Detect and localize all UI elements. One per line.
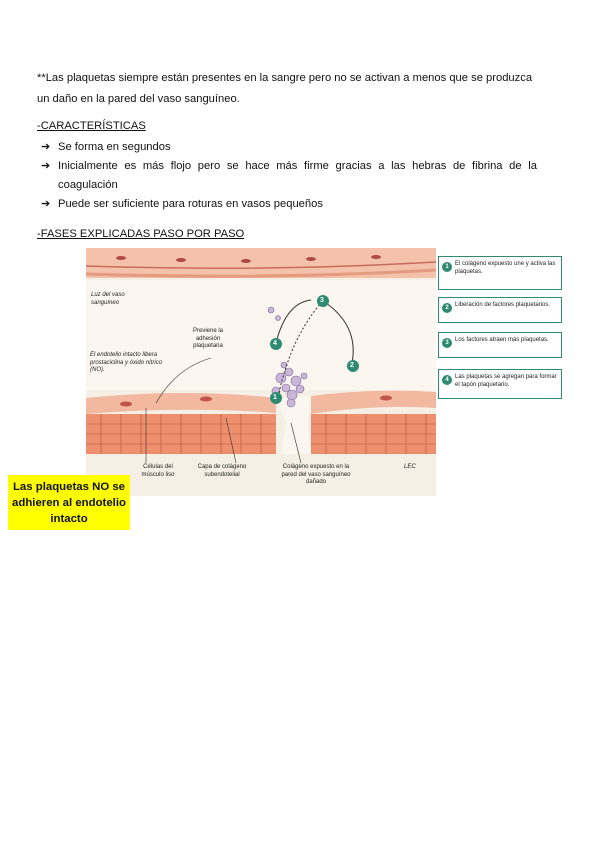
arrow-icon: ➔ (41, 141, 51, 153)
step-text: El colágeno expuesto une y activa las plaquetas. (455, 261, 556, 275)
step-box-1 (438, 256, 562, 290)
step-text: Las plaquetas se agregan para formar el tapón plaquetario. (455, 374, 557, 388)
exposed-collagen-label: Colágeno expuesto en la pared del vaso sanguíneo dañado (281, 464, 351, 485)
step-text: Liberación de factores plaquetarios. (455, 302, 551, 308)
list-item: ➔ Puede ser suficiente para roturas en vasos pequeños (37, 195, 537, 214)
step-marker-1: 1 (273, 394, 277, 401)
step-number-badge: 2 (442, 303, 452, 313)
credit-label: LEC (404, 464, 416, 470)
intro-line-2: un daño en la pared del vaso sanguíneo. (37, 93, 240, 105)
list-item: ➔ Inicialmente es más flojo pero se hace más firme gracias a las hebras de fibrina de la coagulación (37, 157, 537, 195)
step-box-3 (438, 332, 562, 358)
step-number-badge: 1 (442, 262, 452, 272)
characteristics-heading: -CARACTERÍSTICAS (37, 120, 146, 132)
smooth-muscle-label: Células del músculo liso (141, 464, 175, 478)
step-marker-2: 2 (350, 362, 354, 369)
step-text: Los factores atraen más plaquetas. (455, 337, 549, 343)
step-box-2 (438, 297, 562, 323)
collagen-layer-label: Capa de colágeno subendotelial (197, 464, 247, 478)
intro-paragraph (37, 68, 537, 110)
phases-heading: -FASES EXPLICADAS PASO POR PASO (37, 228, 245, 240)
list-item: ➔ Se forma en segundos (37, 138, 537, 157)
lumen-label: Luz del vaso sanguíneo (91, 292, 125, 306)
intro-line-1: **Las plaquetas siempre están presentes en la sangre pero no se activan a menos que se produzca (37, 72, 533, 84)
vessel-illustration (86, 248, 436, 496)
step-number-badge: 4 (442, 375, 452, 385)
characteristics-list (37, 138, 537, 214)
prevents-label: Previene la adhesión plaquetaria (192, 328, 224, 349)
step-marker-4: 4 (273, 340, 277, 347)
step-number-badge: 3 (442, 338, 452, 348)
step-marker-3: 3 (320, 297, 324, 304)
endothelium-label: El endotelio intacto libera prostaciclina y óxido nítrico (NO). (90, 352, 163, 373)
step-box-4 (438, 369, 562, 399)
arrow-icon: ➔ (41, 160, 51, 172)
highlight-note: Las plaquetas NO se adhieren al endotelio intacto (8, 475, 130, 530)
arrow-icon: ➔ (41, 198, 51, 210)
